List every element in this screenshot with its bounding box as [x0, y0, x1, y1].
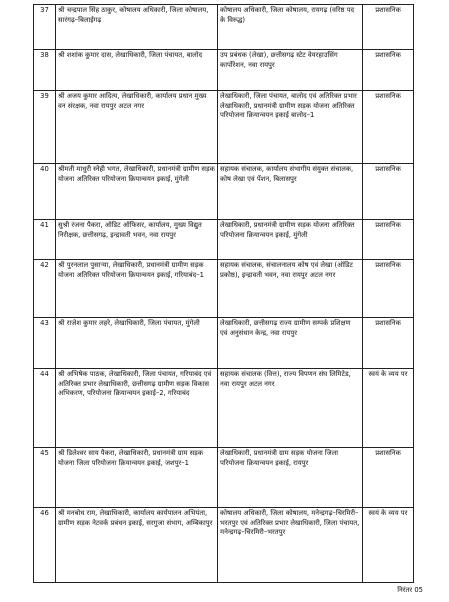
table-row: [34, 220, 414, 260]
current-posting: श्री मनबोध राम, लेखाधिकारी, कार्यालय कार्यपालन अभियंता, ग्रामीण सड़क नेटवर्क प्रबंधन इकाई, सरगुजा संभाग, अम्बिकापुर: [56, 508, 218, 583]
serial-number: 42: [34, 260, 56, 318]
new-posting: लेखाधिकारी, प्रधानमंत्री ग्रामीण सड़क योजना अतिरिक्त परियोजना क्रियान्वयन इकाई, मुंगेली: [218, 220, 363, 260]
table-row: [34, 50, 414, 91]
serial-number: 40: [34, 164, 56, 220]
new-posting: लेखाधिकारी, छत्तीसगढ़ राज्य ग्रामीण सम्पर्क प्रशिक्षण एवं अनुसंधान केन्द्र, नवा रायपुर: [218, 318, 363, 369]
serial-number: 46: [34, 508, 56, 583]
current-posting: श्री शशांक कुमार दास, लेखाधिकारी, जिला पंचायत, बालोद: [56, 50, 218, 91]
new-posting: कोषालय अधिकारी, जिला कोषालय, रायगढ़ (वरिष्ठ पद के विरुद्ध): [218, 5, 363, 50]
table-row: [34, 448, 414, 508]
new-posting: सहायक संचालक (वित्त), राज्य विपणन संघ लिमिटेड, नवा रायपुर अटल नगर: [218, 369, 363, 448]
transfer-reason: प्रशासनिक: [363, 5, 414, 50]
transfer-table: [33, 4, 414, 583]
transfer-reason: प्रशासनिक: [363, 164, 414, 220]
transfer-reason: प्रशासनिक: [363, 448, 414, 508]
new-posting: लेखाधिकारी, प्रधानमंत्री ग्राम सड़क योजना जिला परियोजना क्रियान्वयन इकाई, रायपुर: [218, 448, 363, 508]
new-posting: सहायक संचालक, संचालनालय कोष एवं लेखा (ऑडिट प्रकोष्ठ), इन्द्रावती भवन, नवा रायपुर अटल नगर: [218, 260, 363, 318]
serial-number: 38: [34, 50, 56, 91]
transfer-reason: स्वयं के व्यय पर: [363, 508, 414, 583]
current-posting: श्री पुरनलाल पुसाऱ्या, लेखाधिकारी, प्रधानमंत्री ग्रामीण सड़क योजना अतिरिक्त परियोजना क्रियान्वयन इकाई, गरियाबंद–1: [56, 260, 218, 318]
table-row: [34, 5, 414, 50]
serial-number: 37: [34, 5, 56, 50]
current-posting: श्री डिलेश्वर साय पैकरा, लेखाधिकारी, प्रधानमंत्री ग्राम सड़क योजना जिला परियोजना क्रियान्वयन इकाई, जशपुर–1: [56, 448, 218, 508]
serial-number: 41: [34, 220, 56, 260]
table-row: [34, 164, 414, 220]
new-posting: लेखाधिकारी, जिला पंचायत, बालोद एवं अतिरिक्त प्रभार लेखाधिकारी, प्रधानमंत्री ग्रामीण सड़क योजना अतिरिक्त परियोजना क्रियान्वयन इकाई बालोद–1: [218, 91, 363, 164]
transfer-reason: प्रशासनिक: [363, 91, 414, 164]
transfer-reason: प्रशासनिक: [363, 220, 414, 260]
transfer-reason: स्वयं के व्यय पर: [363, 369, 414, 448]
new-posting: सहायक संचालक, कार्यालय संभागीय संयुक्त संचालक, कोष लेखा एवं पेंशन, बिलासपुर: [218, 164, 363, 220]
current-posting: श्री अजय कुमार आदित्य, लेखाधिकारी, कार्यालय प्रधान मुख्य वन संरक्षक, नवा रायपुर अटल नगर: [56, 91, 218, 164]
serial-number: 45: [34, 448, 56, 508]
transfer-reason: प्रशासनिक: [363, 260, 414, 318]
serial-number: 39: [34, 91, 56, 164]
serial-number: 43: [34, 318, 56, 369]
current-posting: श्री राजेश कुमार लहरे, लेखाधिकारी, जिला पंचायत, मुंगेली: [56, 318, 218, 369]
current-posting: सुश्री रंजना पैकरा, ऑडिट ऑफिसर, कार्यालय, मुख्य विद्युत निरीक्षक, छत्तीसगढ़, इन्द्रावती भवन, नवा रायपुर: [56, 220, 218, 260]
new-posting: कोषालय अधिकारी, जिला कोषालय, मनेन्द्रगढ़–चिरमिरी–भरतपुर एवं अतिरिक्त प्रभार लेखाधिकारी, जिला पंचायत, मनेन्द्रगढ़–चिरमिरी–भरतपुर: [218, 508, 363, 583]
current-posting: श्री अभिषेक पाठक, लेखाधिकारी, जिला पंचायत, गरियाबंद एवं अतिरिक्त प्रभार लेखाधिकारी, छत्तीसगढ़ ग्रामीण सड़क विकास अभिकरण, परियोजना क्रियान्वयन इकाई–2, गरियाबंद: [56, 369, 218, 448]
transfer-reason: प्रशासनिक: [363, 50, 414, 91]
table-row: [34, 91, 414, 164]
current-posting: श्री चन्द्रपाल सिंह ठाकुर, कोषालय अधिकारी, जिला कोषालय, सारंगढ़–बिलाईगढ़: [56, 5, 218, 50]
table-row: [34, 369, 414, 448]
continued-page-marker: निरंतर 05: [397, 586, 423, 594]
table-row: [34, 260, 414, 318]
table-row: [34, 508, 414, 583]
current-posting: श्रीमती माधुरी स्नेही भगत, लेखाधिकारी, प्रधानमंत्री ग्रामीण सड़क योजना अतिरिक्त परियोजना क्रियान्वयन इकाई, मुंगेली: [56, 164, 218, 220]
table-row: [34, 318, 414, 369]
serial-number: 44: [34, 369, 56, 448]
transfer-reason: प्रशासनिक: [363, 318, 414, 369]
new-posting: उप प्रबंधक (लेखा), छत्तीसगढ़ स्टेट वेयरहाउसिंग कार्पोरेशन, नवा रायपुर: [218, 50, 363, 91]
